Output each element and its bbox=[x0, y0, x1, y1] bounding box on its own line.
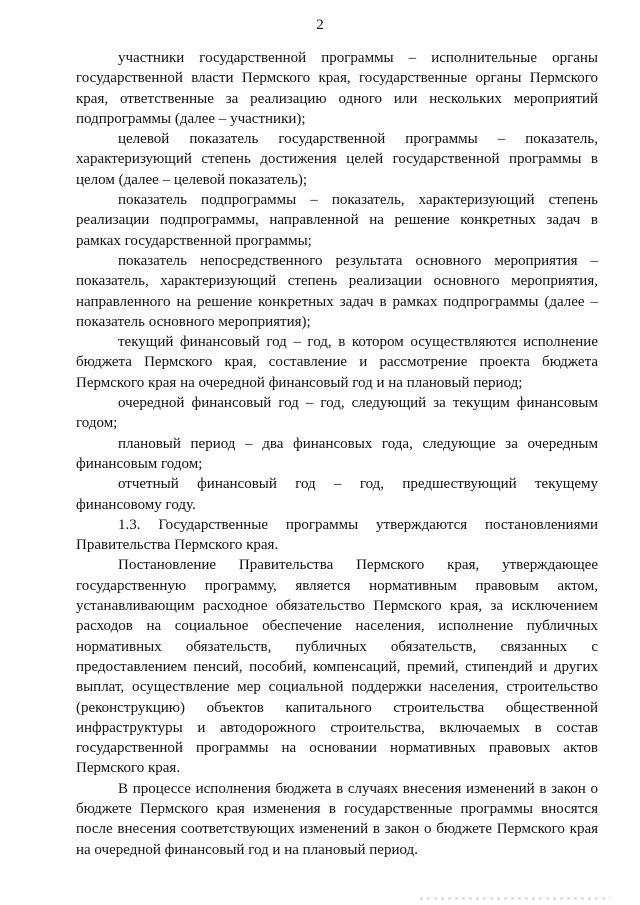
page-number: 2 bbox=[316, 17, 324, 33]
document-body bbox=[76, 48, 598, 860]
paragraph-section-1-3: 1.3. Государственные программы утверждаются постановлениями Правительства Пермского края. bbox=[76, 516, 598, 554]
paragraph-target-indicator: целевой показатель государственной программы – показатель, характеризующий степень достижения целей государственной программы в целом (далее – целевой показатель); bbox=[76, 131, 598, 188]
paragraph-subprogram-indicator: показатель подпрограммы – показатель, характеризующий степень реализации подпрограммы, направленной на решение конкретных задач в рамках государственной программы; bbox=[76, 192, 598, 249]
paragraph-next-fiscal-year: очередной финансовый год – год, следующий за текущим финансовым годом; bbox=[76, 395, 598, 432]
paragraph-participants: участники государственной программы – исполнительные органы государственной власти Пермского края, государственные органы Пермского края, ответственные за реализацию одного или нескольких мероприятий подпрограммы (далее – участники); bbox=[76, 50, 598, 127]
paragraph-budget-changes: В процессе исполнения бюджета в случаях внесения изменений в закон о бюджете Пермского края изменения в государственные программы вносятся после внесения соответствующих изменений в закон о бюджете Пермского края на очередной финансовый год и на плановый период. bbox=[76, 780, 598, 858]
paragraph-planning-period: плановый период – два финансовых года, следующие за очередным финансовым годом; bbox=[76, 435, 598, 472]
paragraph-direct-result-indicator: показатель непосредственного результата основного мероприятия – показатель, характеризующий степень реализации основного мероприятия, направленного на решение конкретных задач в рамках подпрограммы (далее – показатель основного мероприятия); bbox=[76, 252, 598, 330]
scan-artifact bbox=[420, 897, 610, 900]
paragraph-reporting-fiscal-year: отчетный финансовый год – год, предшествующий текущему финансовому году. bbox=[76, 476, 598, 513]
paragraph-resolution: Постановление Правительства Пермского края, утверждающее государственную программу, является нормативным правовым актом, устанавливающим расходное обязательство Пермского края, за исключением расходов на социальное обеспечение населения, исполнение публичных нормативных обязательств, публичных обязательств, связанных с предоставлением пенсий, пособий, компенсаций, премий, стипендий и других выплат, осуществление мер социальной поддержки населения, строительство (реконструкцию) объектов капитального строительства общественной инфраструктуры и автодорожного строительства, включаемых в состав государственной программы на основании нормативных правовых актов Пермского края. bbox=[76, 557, 598, 777]
paragraph-current-fiscal-year: текущий финансовый год – год, в котором осуществляются исполнение бюджета Пермского края, составление и рассмотрение проекта бюджета Пермского края на очередной финансовый год и на плановый период; bbox=[76, 334, 598, 391]
